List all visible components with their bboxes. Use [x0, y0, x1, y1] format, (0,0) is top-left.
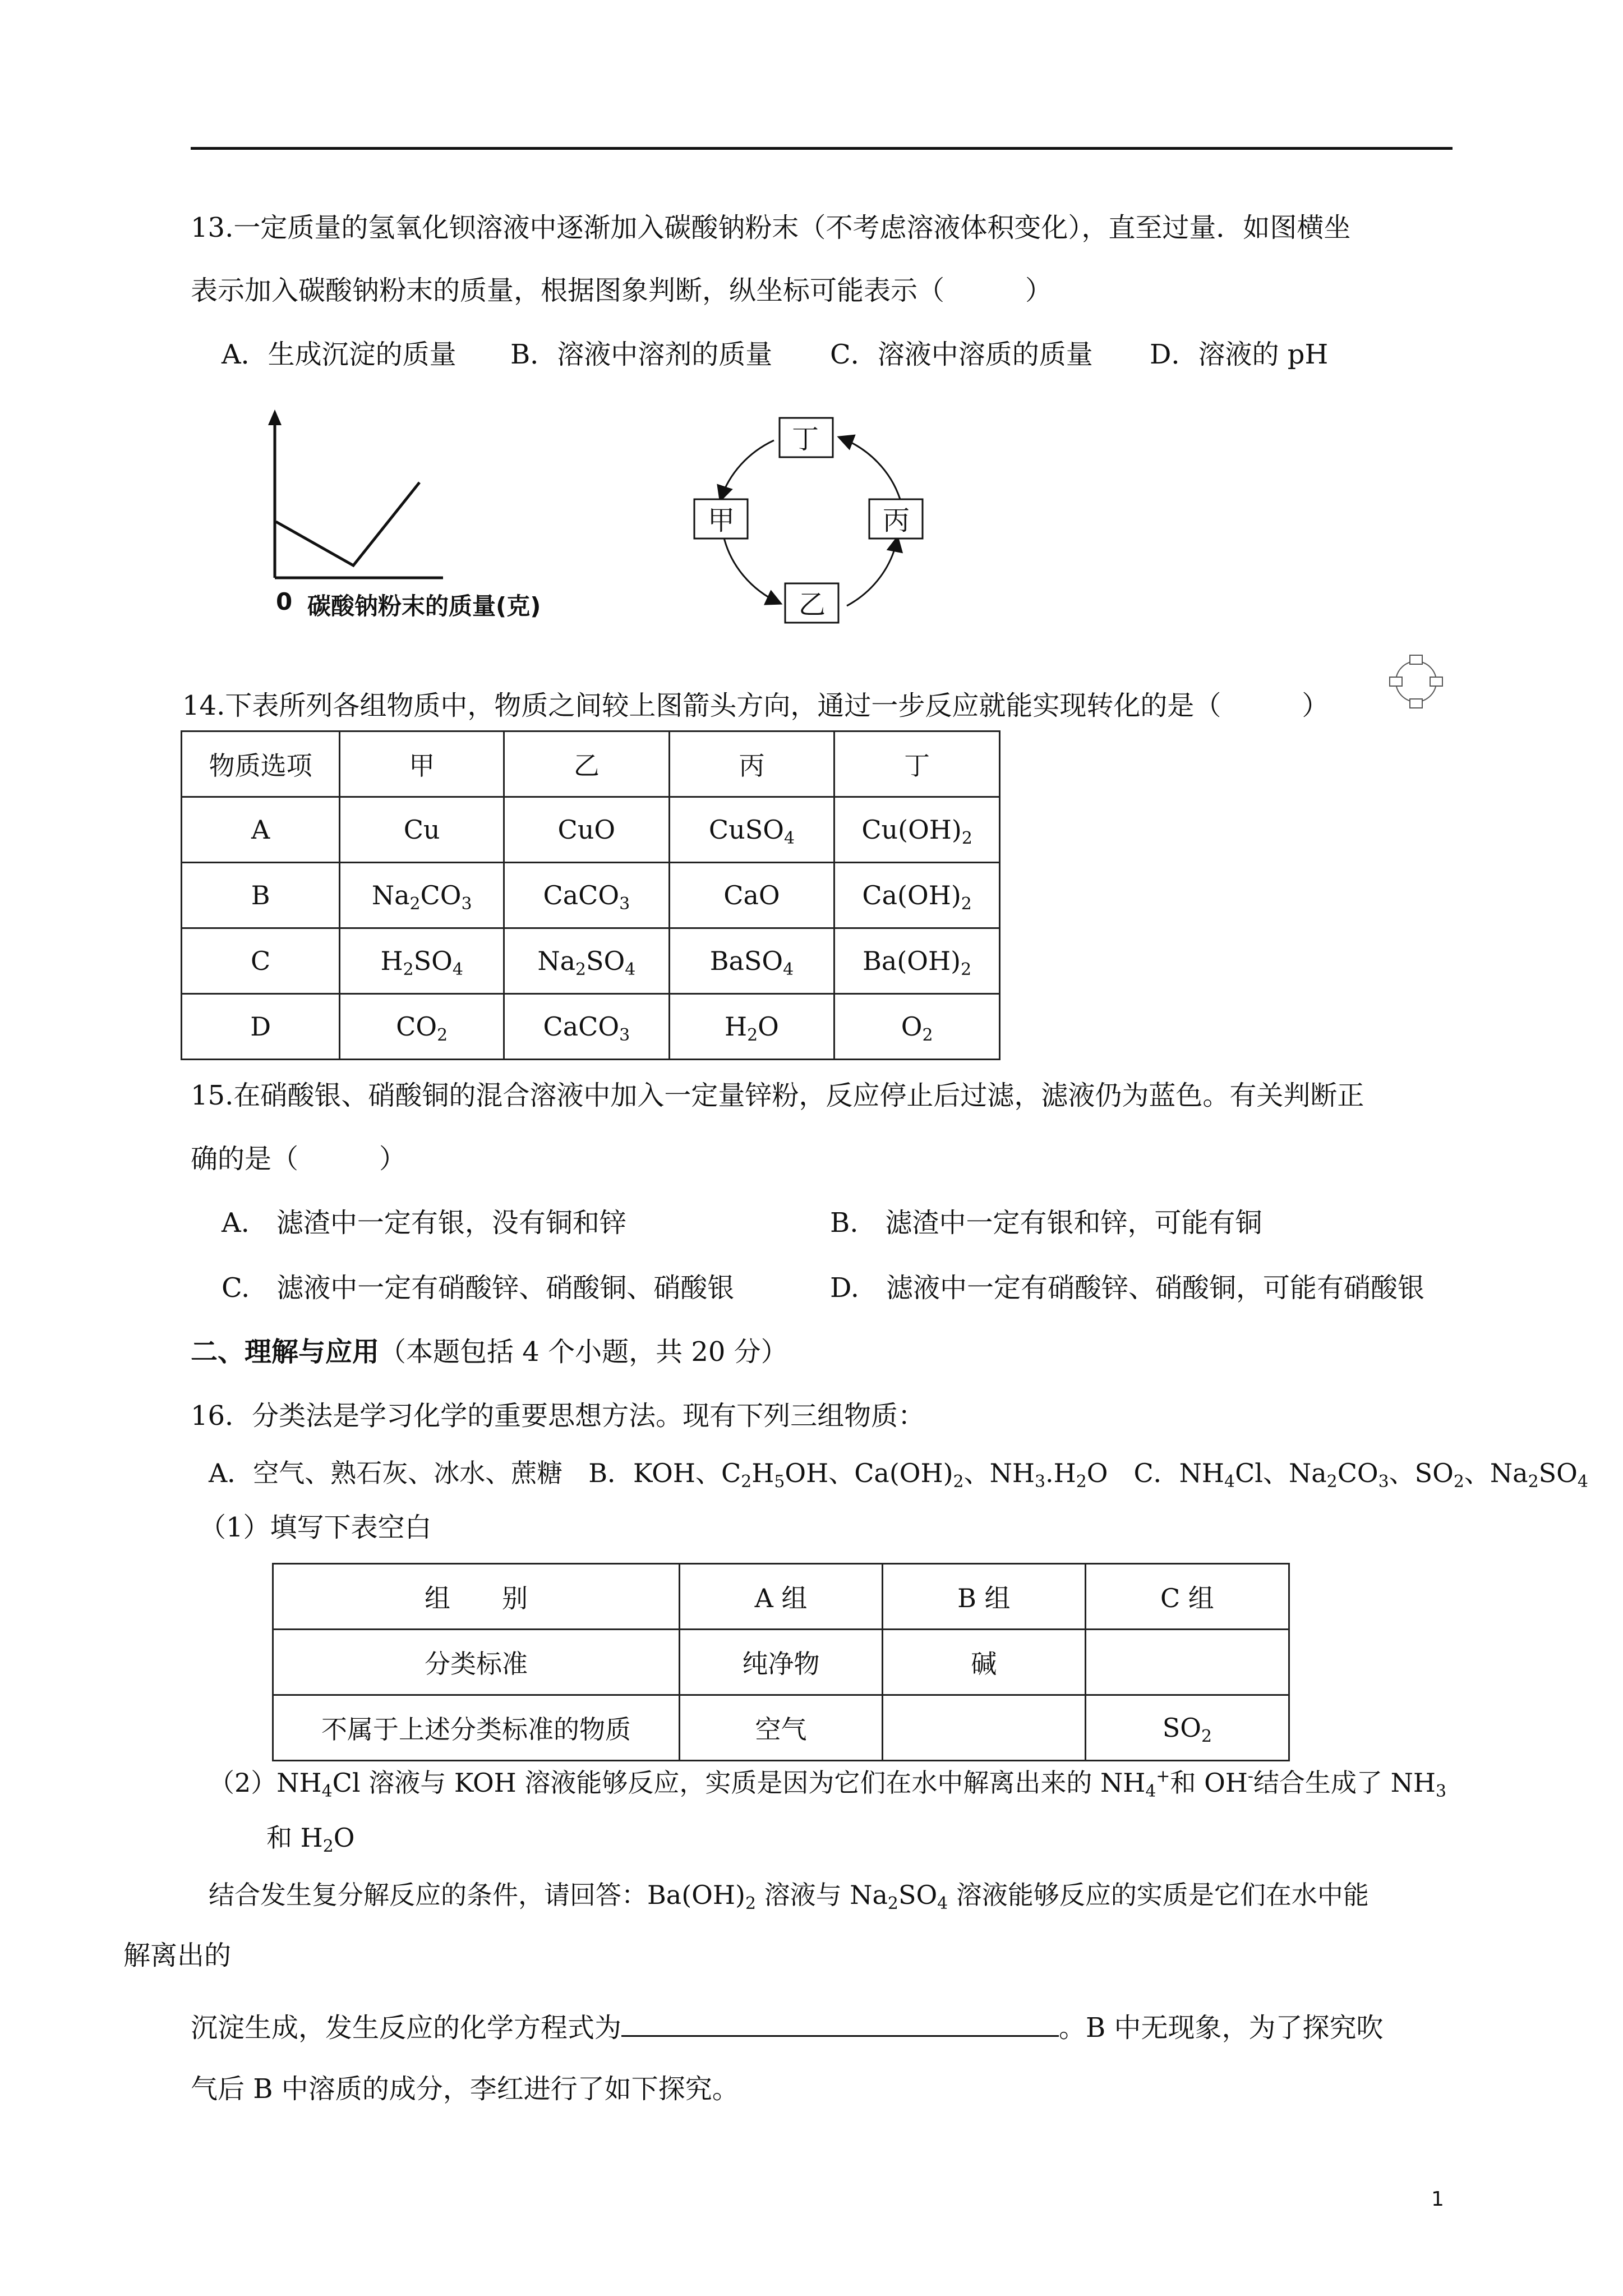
cycle-node-bottom: 乙 [799, 589, 826, 620]
table-cell: BaSO$_4$ [669, 928, 834, 994]
q16-p3-before: 沉淀生成，发生反应的化学方程式为 [191, 2012, 622, 2044]
table-cell: 分类标准 [273, 1630, 680, 1695]
cycle-thumbnail [1385, 651, 1447, 712]
q13-line2: 表示加入碳酸钠粉末的质量，根据图象判断，纵坐标可能表示（ ） [191, 275, 1053, 306]
header-rule [191, 147, 1453, 150]
q13-graph [264, 404, 443, 583]
table-cell: $Ba(OH)_2$ [834, 928, 1000, 994]
q16-sub2-line1: $(2)NH_4Cl$ 溶液与 KOH 溶液能够反应，实质是因为它们在水中解离出来的 $NH_4^+$和 OH-结合生成了 $NH_3$ [209, 1766, 1447, 1801]
table-header-cell: 甲 [340, 731, 504, 797]
table-cell: CaCO$_3$ [504, 863, 669, 928]
table-cell: 空气 [680, 1695, 883, 1761]
table-cell: $Ca(OH)_2$ [834, 863, 1000, 928]
graph-x-label: 碳酸钠粉末的质量(克) [307, 592, 541, 620]
graph-curve [276, 482, 419, 565]
table-header-cell: 组 别 [273, 1564, 680, 1630]
cycle-node-left: 甲 [708, 505, 735, 536]
table-header-cell: C 组 [1085, 1564, 1289, 1630]
table-header-cell: A 组 [680, 1564, 883, 1630]
table-cell: CaO [669, 863, 834, 928]
table-cell [882, 1695, 1085, 1761]
table-cell: A [182, 797, 340, 863]
q15-option-b: B. 滤渣中一定有银和锌，可能有铜 [830, 1207, 1262, 1239]
q13-option-b: B．溶液中溶剂的质量 [510, 339, 773, 370]
q16-p2: 解离出的 [123, 1940, 232, 1971]
q16-p3-after: 。B 中无现象，为了探究吹 [1059, 2012, 1384, 2044]
table-cell: CuO [504, 797, 669, 863]
table-row [273, 1630, 1289, 1695]
table-row [182, 797, 1000, 863]
q16-p4: 气后 B 中溶质的成分，李红进行了如下探究。 [191, 2073, 739, 2105]
graph-origin-label: 0 [276, 588, 293, 615]
q15-option-a: A. 滤渣中一定有银，没有铜和锌 [222, 1207, 626, 1239]
section2-heading [191, 1335, 788, 1369]
q16-sub2-line2: 和 $H_2O$ [266, 1823, 355, 1856]
table-cell: C [182, 928, 340, 994]
table-cell: $O_2$ [834, 994, 1000, 1060]
table-row [182, 994, 1000, 1060]
cycle-node-right: 丙 [883, 505, 910, 536]
table-cell: $Na_2CO_3$ [340, 863, 504, 928]
answer-blank[interactable] [621, 2007, 1059, 2037]
table-cell: CuSO$_4$ [669, 797, 834, 863]
table-cell: $Cu(OH)_2$ [834, 797, 1000, 863]
q13-option-d: D．溶液的 pH [1150, 339, 1329, 370]
section2-note: （本题包括 4 个小题，共 20 分） [379, 1336, 788, 1368]
q16-p1: 结合发生复分解反应的条件，请回答：$Ba(OH)_2$ 溶液与 $Na_2SO_4$ 溶液能够反应的实质是它们在水中能 [209, 1880, 1369, 1913]
q15-option-d: D. 滤液中一定有硝酸锌、硝酸铜，可能有硝酸银 [830, 1272, 1425, 1304]
table-cell [1085, 1630, 1289, 1695]
q16-intro: 16．分类法是学习化学的重要思想方法。现有下列三组物质： [191, 1400, 925, 1432]
table-header-cell: 丁 [834, 731, 1000, 797]
table-header-cell: 乙 [504, 731, 669, 797]
table-cell: CaCO$_3$ [504, 994, 669, 1060]
page-number: 1 [1431, 2188, 1444, 2211]
table-cell: $Na_2SO_4$ [504, 928, 669, 994]
table-cell: D [182, 994, 340, 1060]
q14-table [181, 730, 1000, 1060]
table-cell: $H_2O$ [669, 994, 834, 1060]
table-row [273, 1695, 1289, 1761]
table-cell: $CO_2$ [340, 994, 504, 1060]
table-cell: 纯净物 [680, 1630, 883, 1695]
table-cell: Cu [340, 797, 504, 863]
q13-option-a: A．生成沉淀的质量 [222, 339, 457, 370]
table-cell: 不属于上述分类标准的物质 [273, 1695, 680, 1761]
table-header-cell: 物质选项 [182, 731, 340, 797]
table-header-cell: B 组 [882, 1564, 1085, 1630]
table-cell: $H_2SO_4$ [340, 928, 504, 994]
table-header-row [273, 1564, 1289, 1630]
q16-groups-line: A．空气、熟石灰、冰水、蔗糖 B．KOH、$C_2H_5OH$、$Ca(OH)_2$、$NH_3.H_2O$ C．$NH_4Cl$、$Na_2CO_3$、$SO_2$、$Na_2SO_4$ [209, 1458, 1588, 1492]
q16-table [272, 1563, 1290, 1761]
cycle-node-top: 丁 [792, 424, 819, 455]
q14-text: 14.下表所列各组物质中，物质之间较上图箭头方向，通过一步反应就能实现转化的是（ ） [182, 690, 1329, 721]
q15-line1: 15.在硝酸银、硝酸铜的混合溶液中加入一定量锌粉，反应停止后过滤，滤液仍为蓝色。有关判断正 [191, 1080, 1364, 1111]
table-header-cell: 丙 [669, 731, 834, 797]
table-row [182, 928, 1000, 994]
q16-sub1: （1）填写下表空白 [199, 1512, 432, 1543]
table-cell: $SO_2$ [1085, 1695, 1289, 1761]
table-cell: 碱 [882, 1630, 1085, 1695]
section2-title: 二、理解与应用 [191, 1336, 380, 1368]
table-header-row [182, 731, 1000, 797]
q15-line2: 确的是（ ） [191, 1143, 407, 1175]
q15-option-c: C. 滤液中一定有硝酸锌、硝酸铜、硝酸银 [222, 1272, 735, 1304]
table-cell: B [182, 863, 340, 928]
table-row [182, 863, 1000, 928]
q16-p3 [191, 2007, 1384, 2045]
q13-option-c: C．溶液中溶质的质量 [830, 339, 1093, 370]
q13-line1: 13.一定质量的氢氧化钡溶液中逐渐加入碳酸钠粉末（不考虑溶液体积变化），直至过量．如图横坐 [191, 212, 1351, 243]
